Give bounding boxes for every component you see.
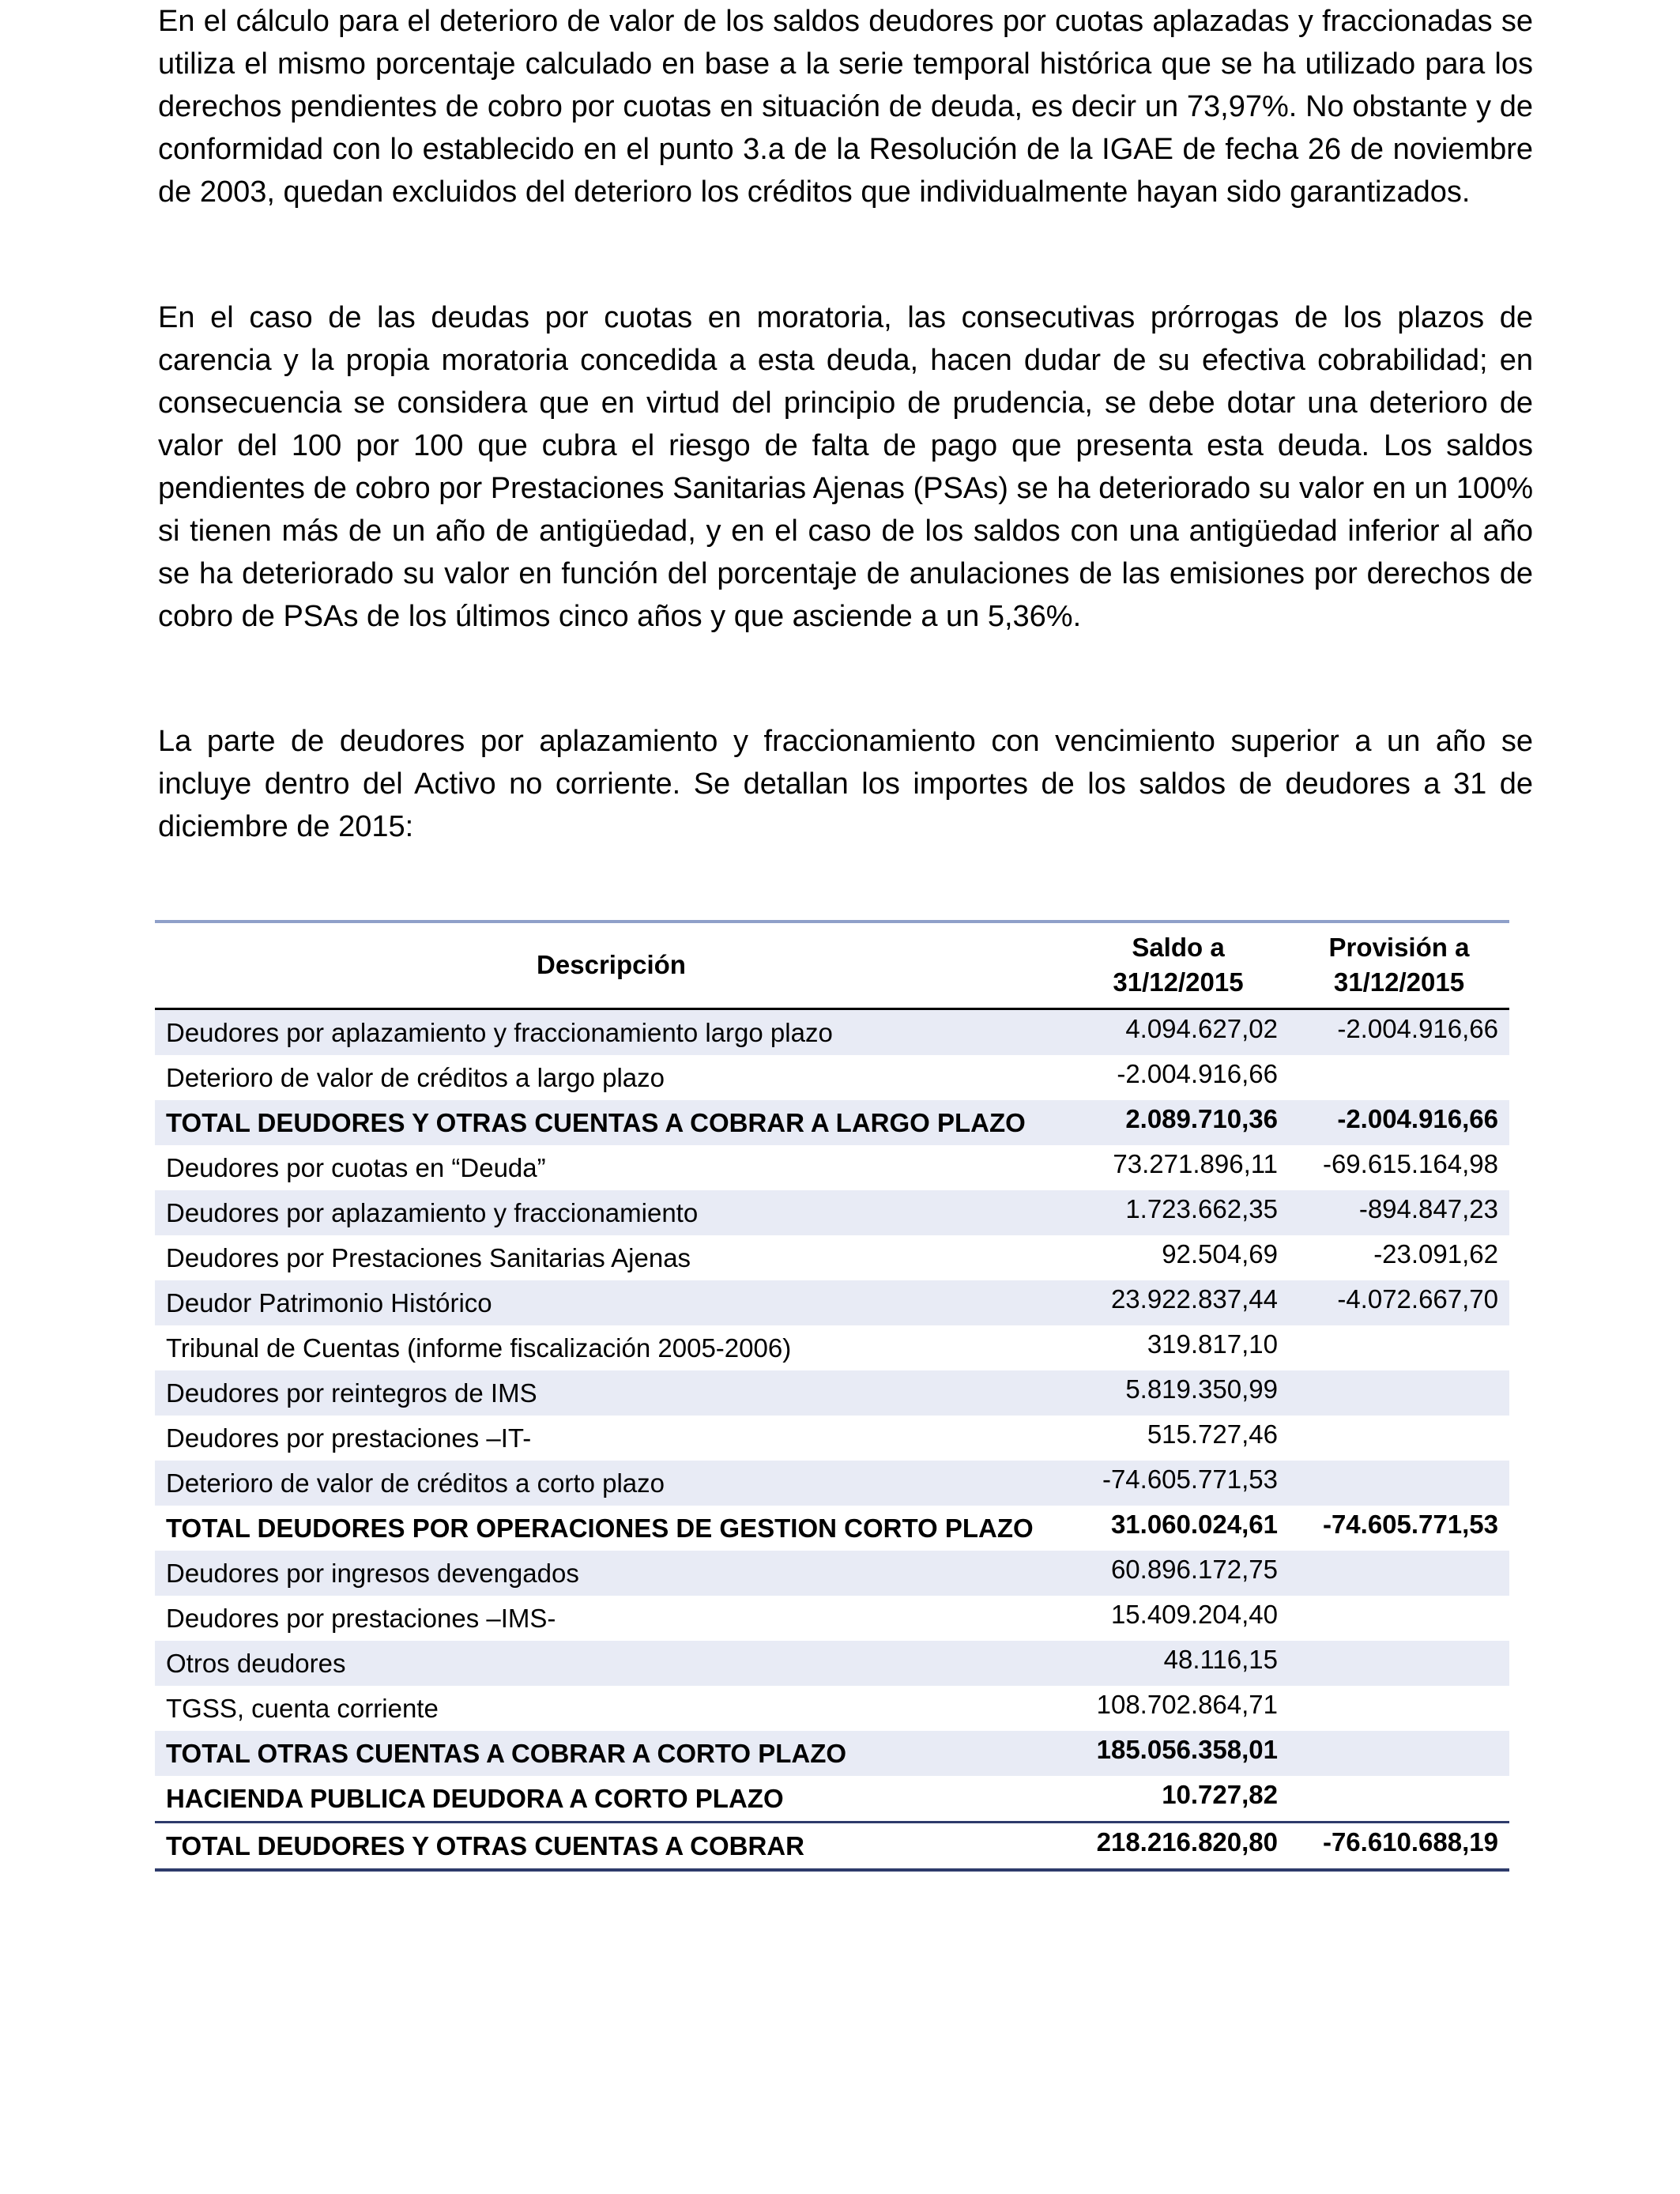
row-provision: [1289, 1641, 1509, 1686]
table-row: [155, 1461, 1509, 1506]
row-description: TOTAL DEUDORES Y OTRAS CUENTAS A COBRAR A LARGO PLAZO: [155, 1100, 1068, 1145]
row-provision: [1289, 1686, 1509, 1731]
row-saldo: 10.727,82: [1162, 1779, 1278, 1809]
table-row-total: [155, 1100, 1509, 1145]
row-description: Deudores por cuotas en “Deuda”: [166, 1152, 546, 1182]
row-saldo: 319.817,10: [1147, 1329, 1278, 1359]
row-provision: [1289, 1416, 1509, 1461]
row-saldo: 5.819.350,99: [1068, 1370, 1289, 1416]
row-description: TOTAL DEUDORES POR OPERACIONES DE GESTION CORTO PLAZO: [166, 1513, 1034, 1543]
table-row: [155, 1280, 1509, 1325]
paragraph-moratoria-psas: En el caso de las deudas por cuotas en moratoria, las consecutivas prórrogas de los plazos de carencia y la propia moratoria concedida a esta deuda, hacen dudar de su efectiva cobrabilidad; en consecuencia se considera que en virtud del principio de prudencia, se debe dotar una deterioro de valor del 100 por 100 que cubra el riesgo de falta de pago que presenta esta deuda. Los saldos pendientes de cobro por Prestaciones Sanitarias Ajenas (PSAs) se ha deteriorado su valor en un 100% si tienen más de un año de antigüedad, y en el caso de los saldos con una antigüedad inferior al año se ha deteriorado su valor en función del porcentaje de anulaciones de las emisiones por derechos de cobro de PSAs de los últimos cinco años y que asciende a un 5,36%.: [158, 301, 1533, 633]
header-descripcion: Descripción: [537, 950, 686, 980]
row-provision: [1289, 1055, 1509, 1100]
table-row: [155, 1325, 1509, 1370]
row-saldo: 60.896.172,75: [1068, 1551, 1289, 1596]
row-description: Deudor Patrimonio Histórico: [155, 1280, 1068, 1325]
row-provision: [1289, 1551, 1509, 1596]
row-provision: -23.091,62: [1373, 1238, 1498, 1269]
row-description: Deudores por Prestaciones Sanitarias Ajenas: [166, 1242, 691, 1272]
row-provision: [1289, 1370, 1509, 1416]
row-provision: -4.072.667,70: [1289, 1280, 1509, 1325]
row-provision: -74.605.771,53: [1322, 1509, 1498, 1539]
table-row: [155, 1370, 1509, 1416]
table-row: [155, 1145, 1509, 1190]
row-description: Tribunal de Cuentas (informe fiscalización 2005-2006): [166, 1333, 792, 1363]
row-provision: -76.610.688,19: [1322, 1826, 1498, 1857]
row-provision: -2.004.916,66: [1289, 1008, 1509, 1055]
row-description: TOTAL DEUDORES Y OTRAS CUENTAS A COBRAR: [166, 1830, 804, 1860]
row-saldo: -2.004.916,66: [1117, 1058, 1278, 1088]
row-saldo: 218.216.820,80: [1096, 1826, 1278, 1857]
row-description: Deudores por reintegros de IMS: [155, 1370, 1068, 1416]
table-row: [155, 1190, 1509, 1235]
table-row: [155, 1551, 1509, 1596]
row-saldo: -74.605.771,53: [1068, 1461, 1289, 1506]
row-description: Otros deudores: [155, 1641, 1068, 1686]
row-description: Deudores por prestaciones –IMS-: [166, 1603, 556, 1633]
row-saldo: 108.702.864,71: [1096, 1689, 1278, 1719]
row-saldo: 73.271.896,11: [1113, 1148, 1278, 1178]
row-description: Deudores por aplazamiento y fraccionamiento largo plazo: [155, 1008, 1068, 1055]
table-row: [155, 1235, 1509, 1280]
row-description: Deudores por aplazamiento y fraccionamiento: [155, 1190, 1068, 1235]
table-row: [155, 1686, 1509, 1731]
table-row: [155, 1008, 1509, 1055]
table-row: [155, 1641, 1509, 1686]
table-row: [155, 1055, 1509, 1100]
row-provision: [1289, 1776, 1509, 1823]
header-provision: Provisión a 31/12/2015: [1328, 933, 1470, 997]
row-saldo: 2.089.710,36: [1068, 1100, 1289, 1145]
row-description: HACIENDA PUBLICA DEUDORA A CORTO PLAZO: [166, 1783, 784, 1813]
row-description: Deudores por prestaciones –IT-: [166, 1423, 532, 1453]
table-row: [155, 1596, 1509, 1641]
table-row-grand-total: [155, 1822, 1509, 1870]
row-description: TGSS, cuenta corriente: [166, 1693, 439, 1723]
row-description: Deterioro de valor de créditos a corto plazo: [155, 1461, 1068, 1506]
row-saldo: 48.116,15: [1068, 1641, 1289, 1686]
row-saldo: 1.723.662,35: [1068, 1190, 1289, 1235]
table-row-total: [155, 1731, 1509, 1776]
row-provision: [1289, 1596, 1509, 1641]
row-saldo: 31.060.024,61: [1110, 1509, 1278, 1539]
row-saldo: 515.727,46: [1147, 1419, 1278, 1449]
row-provision: [1289, 1731, 1509, 1776]
paragraph-activo-no-corriente: La parte de deudores por aplazamiento y fraccionamiento con vencimiento superior a un año se incluye dentro del Activo no corriente. Se detallan los importes de los saldos de deudores a 31 de diciembre de 2015:: [158, 725, 1533, 843]
row-saldo: 185.056.358,01: [1068, 1731, 1289, 1776]
row-description: TOTAL OTRAS CUENTAS A COBRAR A CORTO PLAZO: [155, 1731, 1068, 1776]
row-description: Deudores por ingresos devengados: [155, 1551, 1068, 1596]
row-provision: -2.004.916,66: [1289, 1100, 1509, 1145]
row-saldo: 4.094.627,02: [1068, 1008, 1289, 1055]
paragraph-deterioro-aplazadas: En el cálculo para el deterioro de valor de los saldos deudores por cuotas aplazadas y fraccionadas se utiliza el mismo porcentaje calculado en base a la serie temporal histórica que se ha utilizado para los derechos pendientes de cobro por cuotas en situación de deuda, es decir un 73,97%. No obstante y de conformidad con lo establecido en el punto 3.a de la Resolución de la IGAE de fecha 26 de noviembre de 2003, quedan excluidos del deterioro los créditos que individualmente hayan sido garantizados.: [158, 5, 1533, 209]
header-saldo: Saldo a 31/12/2015: [1113, 933, 1244, 997]
row-saldo: 23.922.837,44: [1068, 1280, 1289, 1325]
row-provision: -894.847,23: [1289, 1190, 1509, 1235]
row-provision: [1289, 1461, 1509, 1506]
table-header: [155, 922, 1509, 1008]
deudores-table: [155, 920, 1509, 1872]
row-description: Deterioro de valor de créditos a largo plazo: [166, 1062, 665, 1092]
row-provision: [1289, 1325, 1509, 1370]
table-row-total: [155, 1506, 1509, 1551]
row-saldo: 15.409.204,40: [1110, 1599, 1278, 1629]
row-provision: -69.615.164,98: [1322, 1148, 1498, 1178]
table-row: [155, 1416, 1509, 1461]
row-saldo: 92.504,69: [1162, 1238, 1278, 1269]
table-row-total: [155, 1776, 1509, 1823]
